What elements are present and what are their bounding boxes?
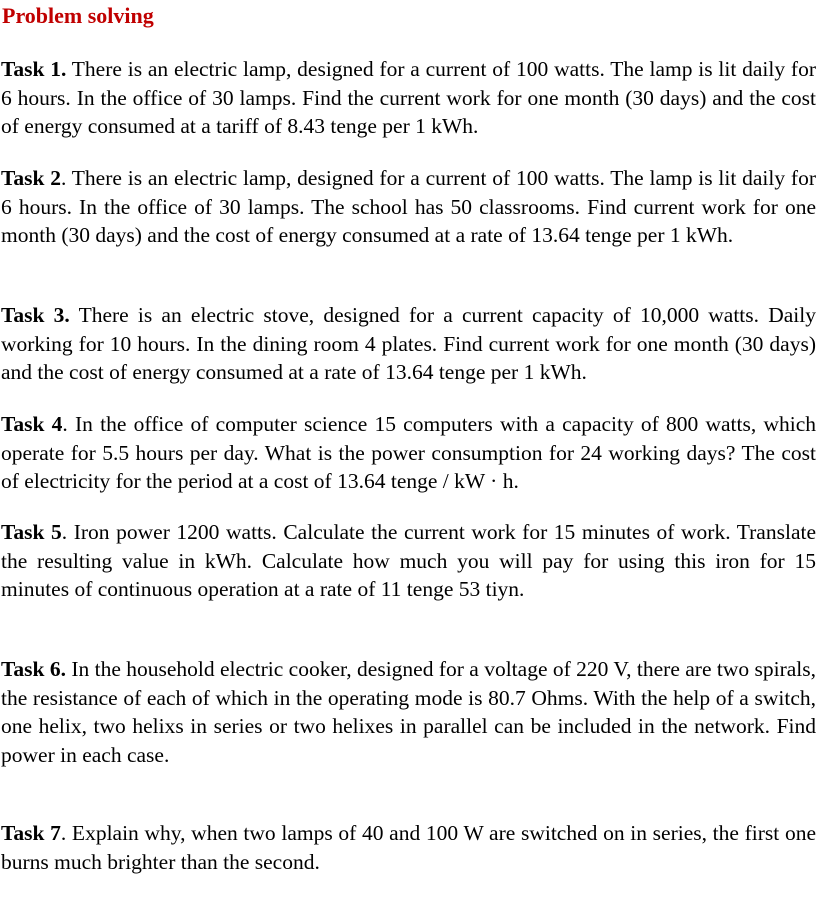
task-6-label: Task 6. — [1, 657, 66, 681]
page-title: Problem solving — [2, 3, 154, 28]
task-3-paragraph — [1, 301, 816, 387]
task-7-text: . Explain why, when two lamps of 40 and 100 W are switched on in series, the first one burns much brighter than the second. — [1, 821, 816, 874]
task-2-text: . There is an electric lamp, designed for a current of 100 watts. The lamp is lit daily for 6 hours. In the office of 30 lamps. The school has 50 classrooms. Find current work for one month (30 days) and the cost of energy consumed at a rate of 13.64 tenge per 1 kWh. — [1, 166, 816, 247]
task-2-paragraph — [1, 164, 816, 250]
task-4-text: . In the office of computer science 15 computers with a capacity of 800 watts, which operate for 5.5 hours per day. What is the power consumption for 24 working days? The cost of electricity for the period at a cost of 13.64 tenge / kW · h. — [1, 412, 816, 493]
task-5-paragraph — [1, 518, 816, 604]
task-7-paragraph — [1, 819, 816, 876]
task-4-paragraph — [1, 410, 816, 496]
task-6-text: In the household electric cooker, designed for a voltage of 220 V, there are two spirals, the resistance of each of which in the operating mode is 80.7 Ohms. With the help of a switch, one helix, two helixs in series or two helixes in parallel can be included in the network. Find power in each case. — [1, 657, 816, 767]
task-4-label: Task 4 — [1, 412, 63, 436]
task-3-text: There is an electric stove, designed for a current capacity of 10,000 watts. Daily working for 10 hours. In the dining room 4 plates. Find current work for one month (30 days) and the cost of energy consumed at a rate of 13.64 tenge per 1 kWh. — [1, 303, 816, 384]
task-7-label: Task 7 — [1, 821, 61, 845]
task-1-paragraph — [1, 55, 816, 141]
task-5-label: Task 5 — [1, 520, 62, 544]
task-6-paragraph — [1, 655, 816, 769]
task-1-label: Task 1. — [1, 57, 67, 81]
task-3-label: Task 3. — [1, 303, 70, 327]
task-5-text: . Iron power 1200 watts. Calculate the current work for 15 minutes of work. Translate the resulting value in kWh. Calculate how much you will pay for using this iron for 15 minutes of continuous operation at a rate of 11 tenge 53 tiyn. — [1, 520, 816, 601]
task-1-text: There is an electric lamp, designed for a current of 100 watts. The lamp is lit daily for 6 hours. In the office of 30 lamps. Find the current work for one month (30 days) and the cost of energy consumed at a tariff of 8.43 tenge per 1 kWh. — [1, 57, 816, 138]
task-2-label: Task 2 — [1, 166, 61, 190]
